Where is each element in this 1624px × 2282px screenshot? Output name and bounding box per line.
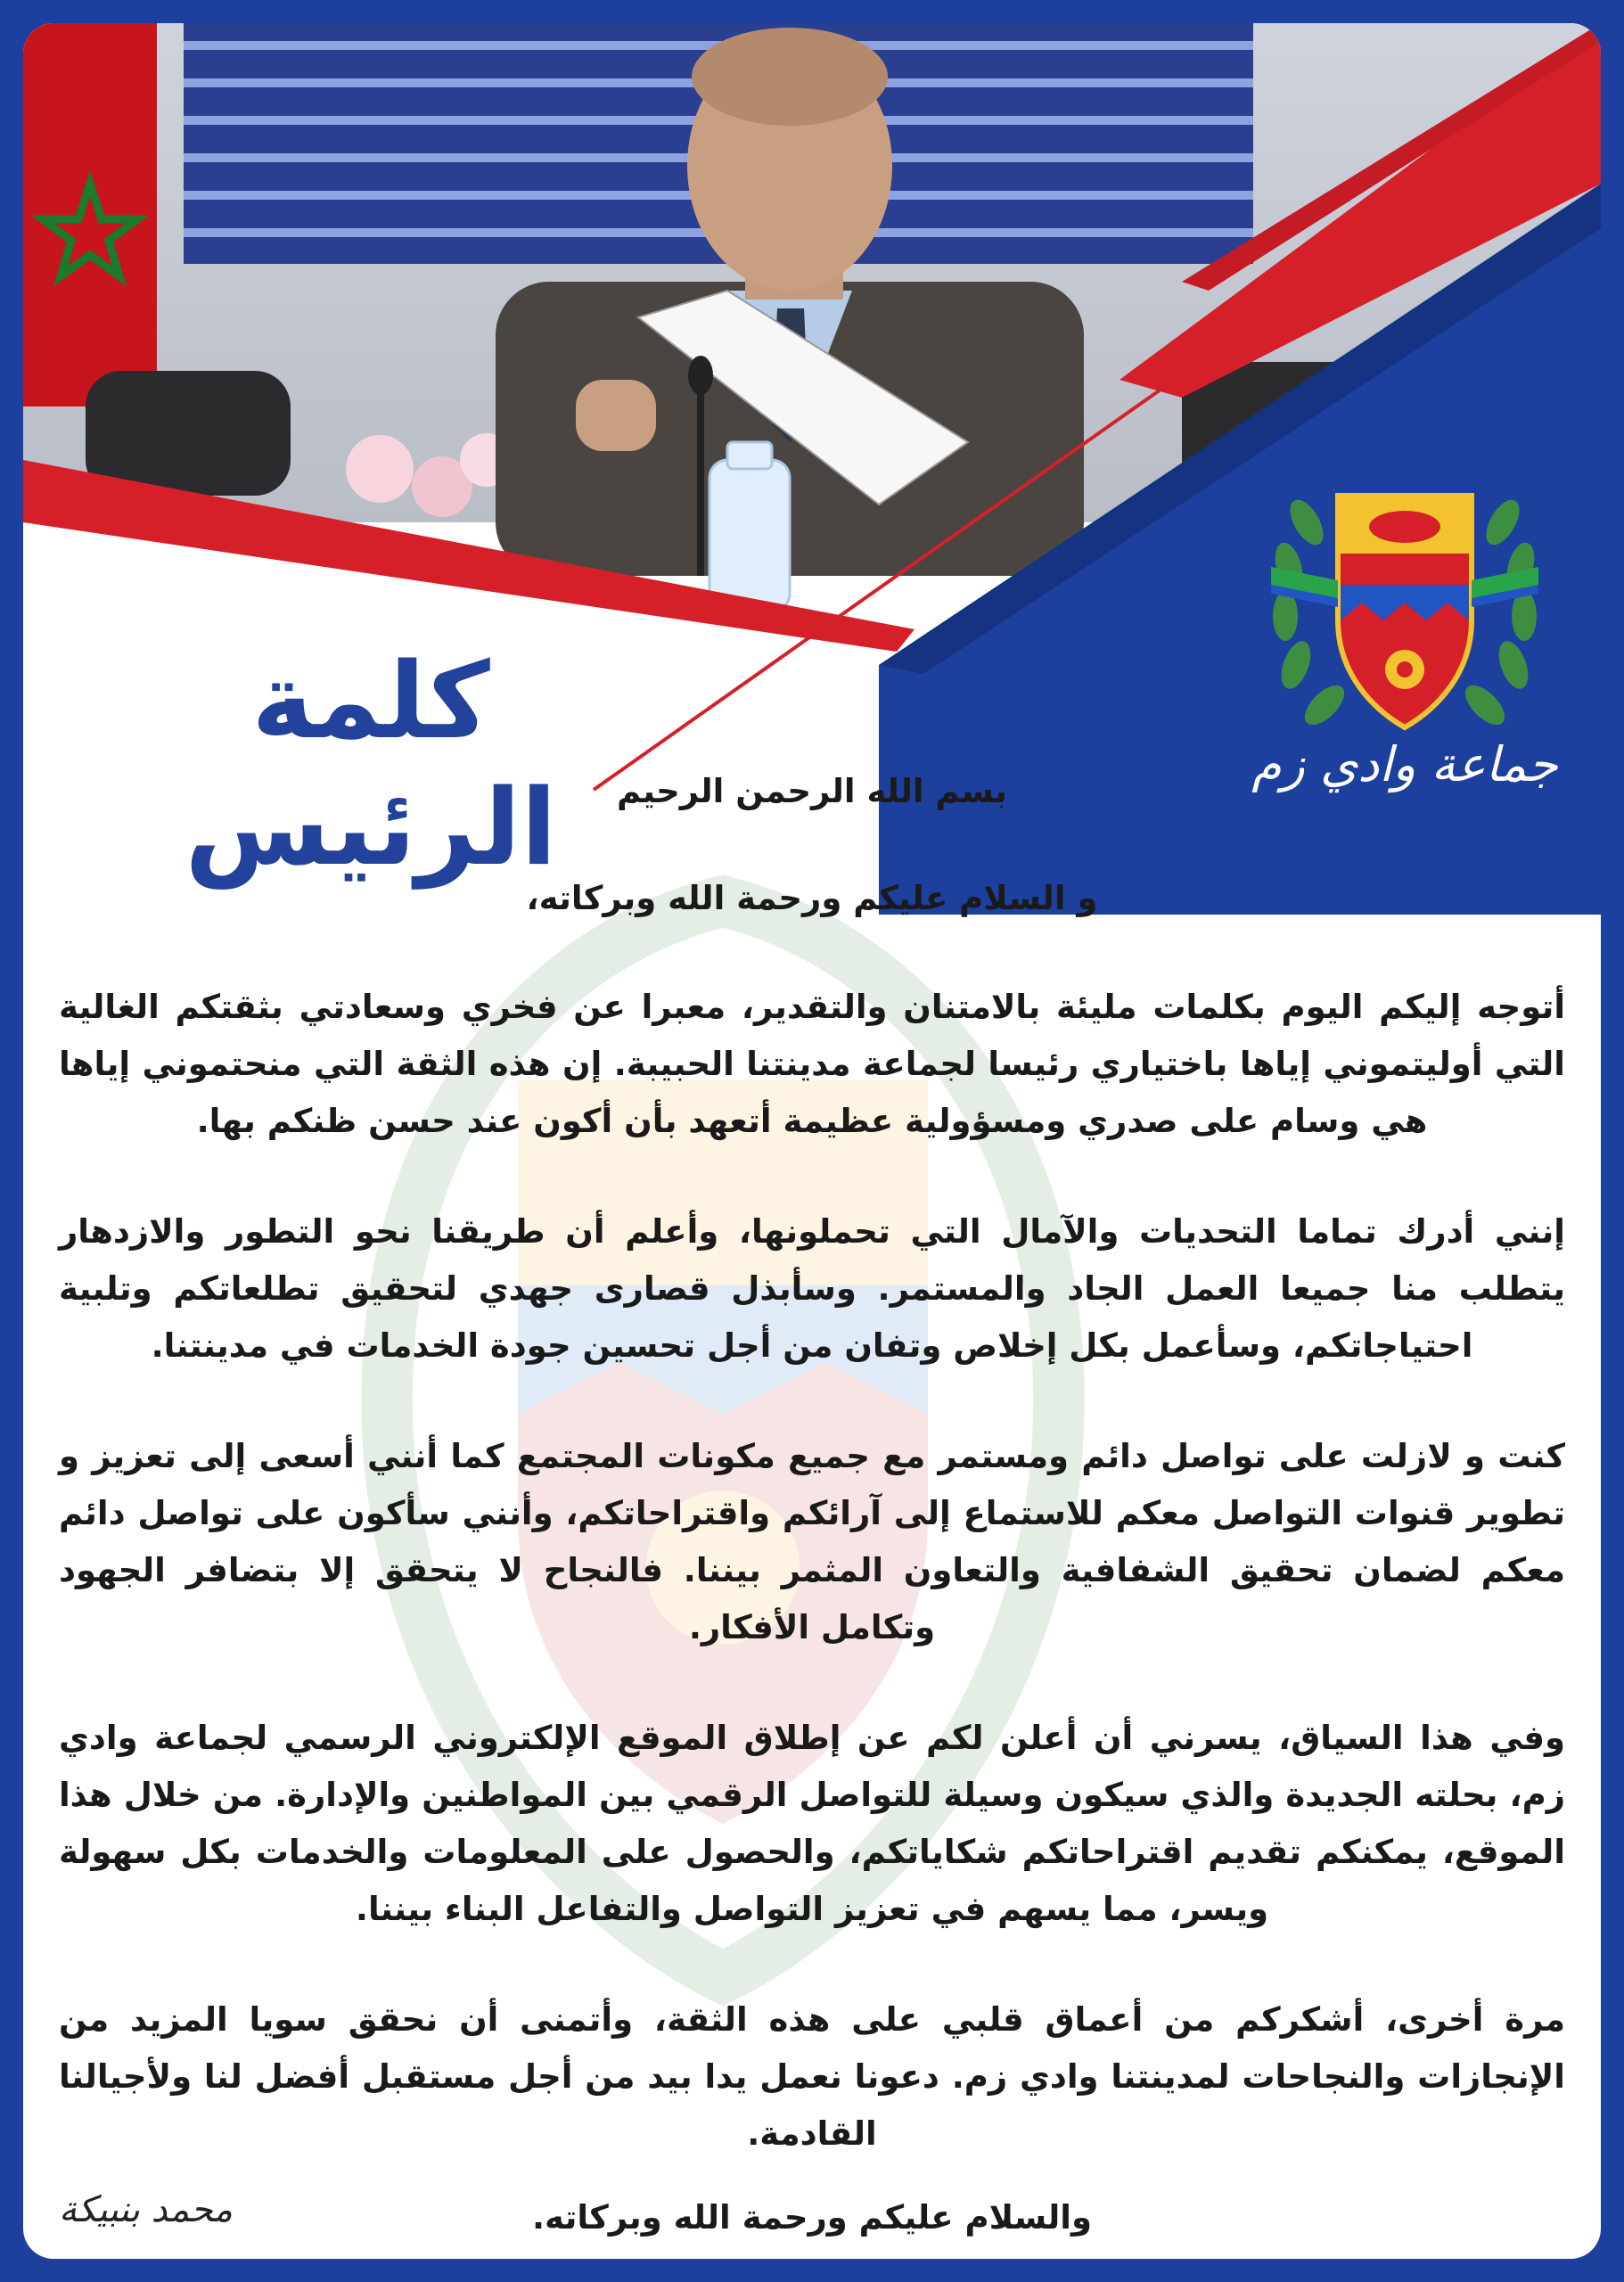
poster-frame bbox=[23, 23, 1601, 2259]
commune-emblem bbox=[1253, 442, 1556, 763]
greeting: و السلام عليكم ورحمة الله وبركاته، bbox=[526, 879, 1098, 917]
letter-paragraph-3: كنت و لازلت على تواصل دائم ومستمر مع جميع مكونات المجتمع كما أنني أسعى إلى تعزيز و تطوير قنوات التواصل معكم للاستماع إلى آرائكم واقتراحاتكم، وأنني سأكون على تواصل دائم معكم لضمان تحقيق الشفافية والتعاون المثمر بيننا. فالنجاح لا يتحقق إلا بتضافر الجهود وتكامل الأفكار. bbox=[59, 1437, 1565, 1646]
letter-paragraph-4: وفي هذا السياق، يسرني أن أعلن لكم عن إطلاق الموقع الإلكتروني الرسمي لجماعة وادي زم، بحلته الجديدة والذي سيكون وسيلة للتواصل الرقمي بين المواطنين والإدارة. من خلال هذا الموقع، يمكنكم تقديم اقتراحاتكم شكاياتكم، والحصول على المعلومات والخدمات بكل سهولة ويسر، مما يسهم في تعزيز التواصل والتفاعل البناء بيننا. bbox=[59, 1719, 1565, 1928]
president-letter bbox=[59, 763, 1565, 2246]
flag bbox=[23, 23, 157, 406]
letter-paragraph-5: مرة أخرى، أشكركم من أعماق قلبي على هذه الثقة، وأتمنى أن نحقق سويا المزيد من الإنجازات والنجاحات لمدينتنا وادي زم. دعونا نعمل يدا بيد من أجل مستقبل أفضل لنا ولأجيالنا القادمة. bbox=[59, 2000, 1565, 2153]
commune-name: جماعة وادي زم bbox=[1251, 736, 1558, 792]
page-title: كلمة الرئيس bbox=[185, 639, 557, 889]
letter-paragraph-1: أتوجه إليكم اليوم بكلمات مليئة بالامتنان والتقدير، معبرا عن فخري وسعادتي بثقتكم الغالية التي أوليتموني إياها باختياري رئيسا لجماعة مدينتنا الحبيبة. إن هذه الثقة التي منحتموني إياها هي وسام على صدري ومسؤولية عظيمة أتعهد بأن أكون عند حسن ظنكم بها. bbox=[59, 988, 1565, 1140]
letter-paragraph-2: إنني أدرك تماما التحديات والآمال التي تحملونها، وأعلم أن طريقنا نحو التطور والازدهار يتطلب منا جميعا العمل الجاد والمستمر. وسأبذل قصارى جهدي لتحقيق تطلعاتكم وتلبية احتياجاتكم، وسأعمل بكل إخلاص وتفان من أجل تحسين جودة الخدمات في مدينتنا. bbox=[59, 1212, 1565, 1365]
basmala: بسم الله الرحمن الرحيم bbox=[616, 772, 1008, 810]
closing-salutation: والسلام عليكم ورحمة الله وبركاته. bbox=[531, 2198, 1092, 2237]
signature: محمد بنبيكة bbox=[59, 2189, 233, 2230]
